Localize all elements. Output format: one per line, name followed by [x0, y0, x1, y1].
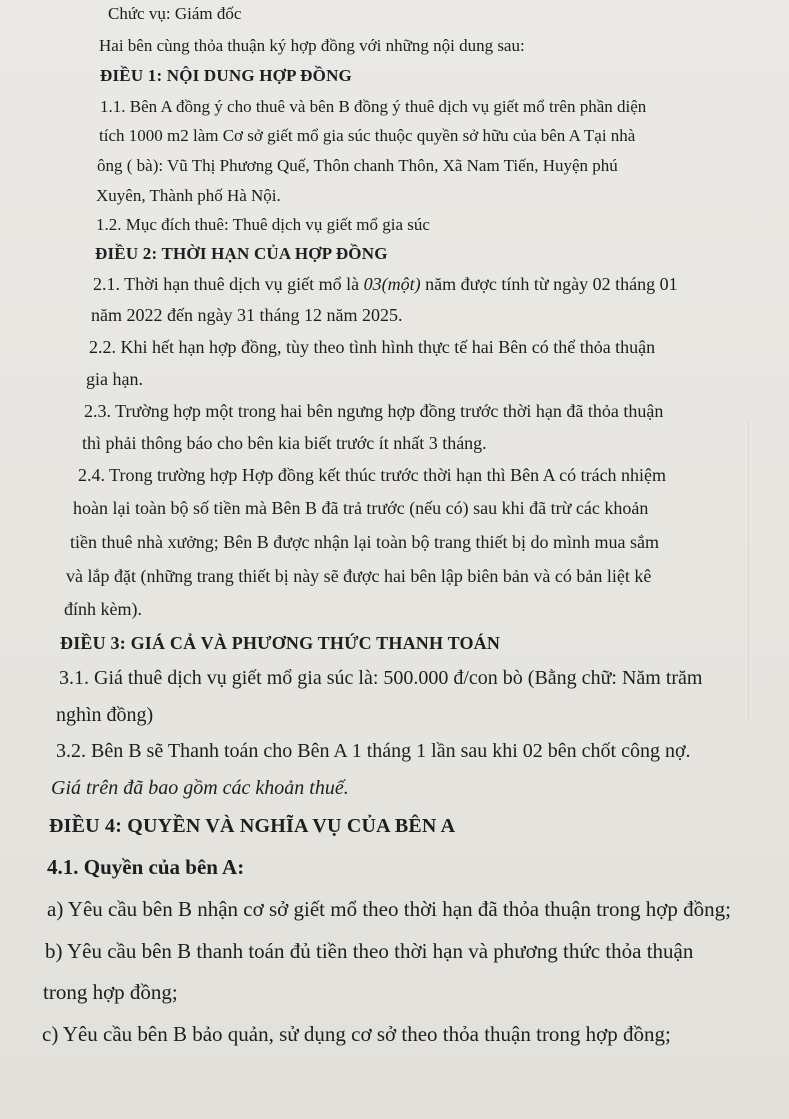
article-3-2-line: 3.2. Bên B sẽ Thanh toán cho Bên A 1 tháng 1 lần sau khi 02 bên chốt công nợ. [56, 740, 691, 762]
article-1-1-line-2: tích 1000 m2 làm Cơ sở giết mổ gia súc thuộc quyền sở hữu của bên A Tại nhà [99, 126, 636, 145]
article-2-4-line-5: đính kèm). [64, 599, 142, 619]
article-2-1-line-1 [93, 274, 678, 295]
article-2-2-line-1: 2.2. Khi hết hạn hợp đồng, tùy theo tình hình thực tế hai Bên có thể thỏa thuận [89, 337, 656, 357]
article-2-4-line-2: hoàn lại toàn bộ số tiền mà Bên B đã trả trước (nếu có) sau khi đã trừ các khoản [73, 498, 649, 518]
article-2-1-line-2: năm 2022 đến ngày 31 tháng 12 năm 2025. [91, 305, 403, 325]
article-2-3-line-1: 2.3. Trường hợp một trong hai bên ngưng hợp đồng trước thời hạn đã thỏa thuận [84, 401, 664, 421]
article-2-heading: ĐIỀU 2: THỜI HẠN CỦA HỢP ĐỒNG [95, 244, 388, 263]
article-2-1-term: 03(một) [363, 274, 421, 294]
article-3-heading: ĐIỀU 3: GIÁ CẢ VÀ PHƯƠNG THỨC THANH TOÁN [60, 633, 501, 653]
article-2-1-prefix: 2.1. Thời hạn thuê dịch vụ giết mổ là [93, 274, 364, 294]
article-3-1-line-2: nghìn đồng) [56, 704, 154, 726]
article-2-4-line-1: 2.4. Trong trường hợp Hợp đồng kết thúc trước thời hạn thì Bên A có trách nhiệm [78, 465, 667, 485]
article-4-heading: ĐIỀU 4: QUYỀN VÀ NGHĨA VỤ CỦA BÊN A [49, 815, 456, 837]
page-edge-shadow [748, 420, 789, 720]
article-4-1-item-b-line-2: trong hợp đồng; [43, 980, 178, 1004]
article-2-1-suffix: năm được tính từ ngày 02 tháng 01 [420, 274, 678, 294]
intro-line: Hai bên cùng thỏa thuận ký hợp đồng với những nội dung sau: [99, 36, 525, 55]
article-2-2-line-2: gia hạn. [86, 369, 143, 389]
article-2-4-line-4: và lắp đặt (những trang thiết bị này sẽ được hai bên lập biên bản và có bản liệt kê [66, 566, 652, 586]
article-1-1-line-4: Xuyên, Thành phố Hà Nội. [96, 186, 281, 205]
article-1-1-line-1: 1.1. Bên A đồng ý cho thuê và bên B đồng ý thuê dịch vụ giết mổ trên phần diện [100, 97, 647, 116]
article-1-1-line-3: ông ( bà): Vũ Thị Phương Quế, Thôn chanh Thôn, Xã Nam Tiến, Huyện phú [97, 156, 618, 175]
article-4-1-item-c: c) Yêu cầu bên B bảo quản, sử dụng cơ sở theo thỏa thuận trong hợp đồng; [42, 1022, 671, 1046]
article-4-1-heading: 4.1. Quyền của bên A: [47, 855, 245, 879]
article-2-4-line-3: tiền thuê nhà xưởng; Bên B được nhận lại toàn bộ trang thiết bị do mình mua sắm [70, 532, 659, 552]
article-4-1-item-b-line-1: b) Yêu cầu bên B thanh toán đủ tiền theo thời hạn và phương thức thỏa thuận [45, 939, 694, 963]
position-line: Chức vụ: Giám đốc [108, 4, 242, 23]
article-2-3-line-2: thì phải thông báo cho bên kia biết trước ít nhất 3 tháng. [82, 433, 487, 453]
article-3-1-line-1: 3.1. Giá thuê dịch vụ giết mổ gia súc là: 500.000 đ/con bò (Bằng chữ: Năm trăm [59, 667, 703, 689]
article-1-heading: ĐIỀU 1: NỘI DUNG HỢP ĐỒNG [100, 66, 352, 85]
article-4-1-item-a: a) Yêu cầu bên B nhận cơ sở giết mổ theo thời hạn đã thỏa thuận trong hợp đồng; [47, 897, 731, 921]
article-1-2-line: 1.2. Mục đích thuê: Thuê dịch vụ giết mổ gia súc [96, 215, 430, 234]
article-3-tax-note: Giá trên đã bao gồm các khoản thuế. [51, 777, 349, 799]
